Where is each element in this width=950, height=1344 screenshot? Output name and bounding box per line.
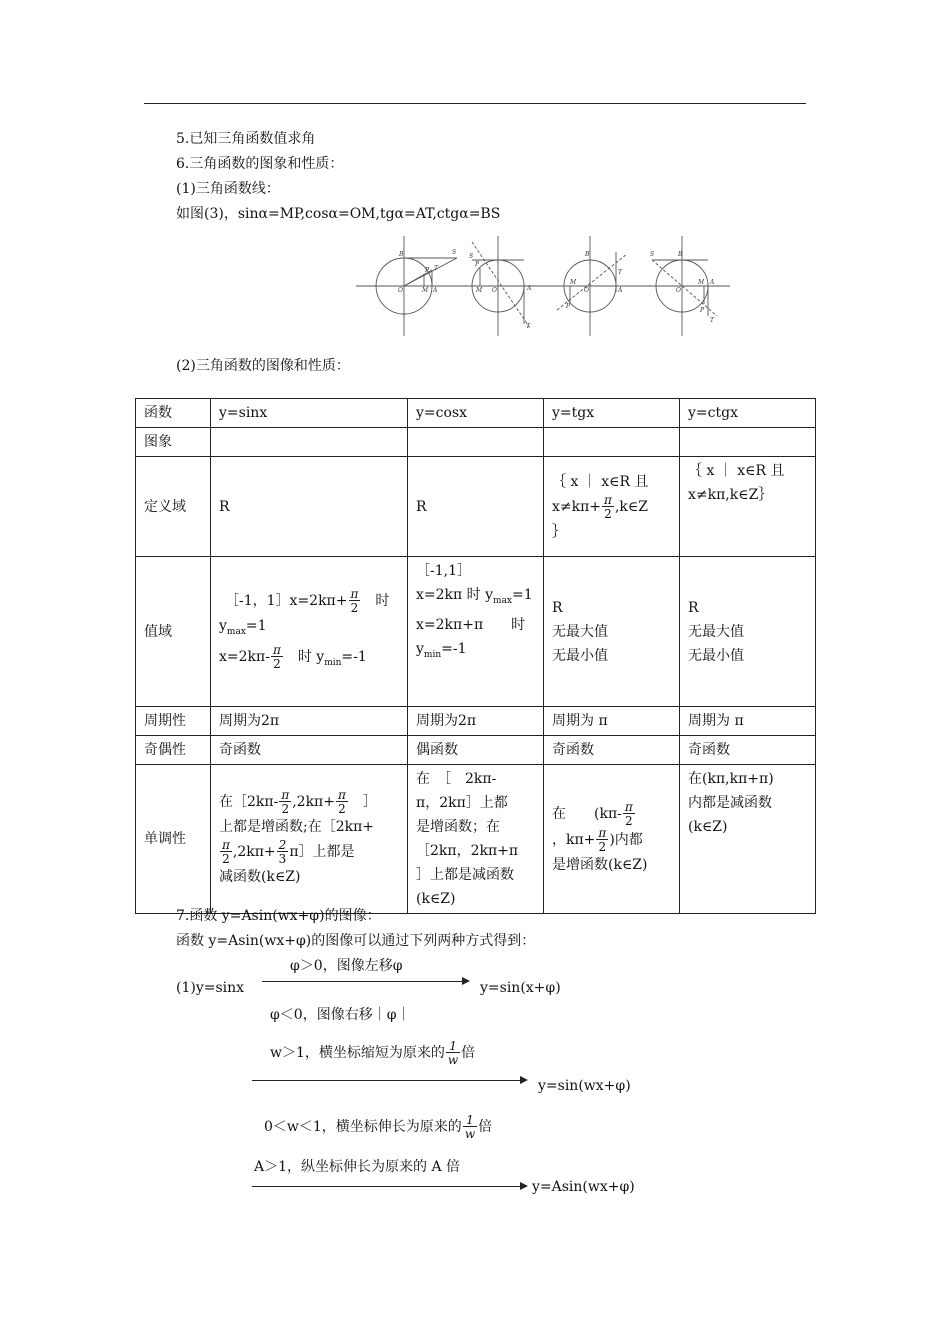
item-6-2: (2)三角函数的图像和性质： xyxy=(176,358,350,374)
header-cell: y=sinx xyxy=(211,399,408,428)
svg-text:M: M xyxy=(476,287,483,294)
svg-text:A: A xyxy=(710,279,715,286)
step2-condition-below: 0＜w＜1，横坐标伸长为原来的 $\frac{1}{w}$ 倍 xyxy=(264,1113,493,1141)
svg-text:O: O xyxy=(676,287,681,294)
svg-text:T: T xyxy=(434,265,439,272)
header-cell: y=cosx xyxy=(408,399,544,428)
step3-condition-above: A＞1，纵坐标伸长为原来的 A 倍 xyxy=(254,1159,461,1175)
svg-text:M: M xyxy=(422,287,429,294)
trig-properties-table xyxy=(135,398,816,914)
range-ctg: R 无最大值 无最小值 xyxy=(680,557,816,707)
svg-text:S: S xyxy=(469,253,474,260)
mono-sin: 在［2kπ- $\frac{\pi}{2}$ ,2kπ+ $\frac{\pi}{2}$ ］ 上都是增函数;在［2kπ+ $\frac{\pi}{2}$ ,2kπ+ $\frac{2}{3}$ π］上都是 减函数(k∈Z) xyxy=(211,765,408,914)
svg-text:A: A xyxy=(618,287,623,294)
domain-cos: R xyxy=(408,457,544,557)
row-label: 图象 xyxy=(136,428,211,457)
svg-text:P: P xyxy=(566,303,571,310)
step1-result: y=sin(x+φ) xyxy=(480,980,561,996)
mono-cos: 在 ［ 2kπ- π，2kπ］上都 是增函数；在 ［2kπ，2kπ+π ］上都是减函数 (k∈Z) xyxy=(408,765,544,914)
svg-text:O: O xyxy=(584,287,589,294)
step2-condition-above: w＞1，横坐标缩短为原来的 $\frac{1}{w}$ 倍 xyxy=(270,1039,476,1067)
header-cell: 函数 xyxy=(136,399,211,428)
domain-tg: ｛ x ｜ x∈R 且 x≠kπ+ $\frac{\pi}{2}$ ,k∈Z ｝ xyxy=(544,457,680,557)
row-label: 周期性 xyxy=(136,707,211,736)
header-cell: y=ctgx xyxy=(680,399,816,428)
step3-arrow xyxy=(252,1186,526,1187)
header-cell: y=tgx xyxy=(544,399,680,428)
svg-text:S: S xyxy=(650,251,655,258)
svg-text:T: T xyxy=(618,269,623,276)
step2-arrow xyxy=(252,1080,526,1081)
range-cos: ［-1,1］ x=2kπ 时 $y_{max}=1$ x=2kπ+π 时 $y_{min}=-1$ xyxy=(408,557,544,707)
mono-tg: 在 (kπ- $\frac{\pi}{2}$ ，kπ+ $\frac{\pi}{2}$ )内都 是增函数(k∈Z) xyxy=(544,765,680,914)
circle-4 xyxy=(636,236,730,336)
svg-text:P: P xyxy=(475,261,480,268)
table-row-range xyxy=(136,557,816,707)
step1-start: (1)y=sinx xyxy=(176,980,245,996)
row-label: 奇偶性 xyxy=(136,736,211,765)
table-row-monotonic xyxy=(136,765,816,914)
table-row-parity: 奇偶性 奇函数 偶函数 奇函数 奇函数 xyxy=(136,736,816,765)
table-row-graph xyxy=(136,428,816,457)
range-sin: ［-1，1］x=2kπ+ $\frac{\pi}{2}$ 时 $y_{max}=1$ x=2kπ- $\frac{\pi}{2}$ 时 $y_{min}=-1$ xyxy=(211,557,408,707)
section-7-title: 7.函数 y=Asin(wx+φ)的图像： xyxy=(176,908,381,924)
circle-2 xyxy=(452,236,542,336)
svg-text:B: B xyxy=(678,251,683,258)
svg-text:O: O xyxy=(398,287,403,294)
svg-text:B: B xyxy=(399,251,404,258)
svg-text:T: T xyxy=(526,323,531,330)
header-rule xyxy=(144,103,806,104)
table-header-row xyxy=(136,399,816,428)
svg-text:P: P xyxy=(425,267,430,274)
table-row-period: 周期性 周期为2π 周期为2π 周期为 π 周期为 π xyxy=(136,707,816,736)
item-6-1: (1)三角函数线： xyxy=(176,181,280,197)
range-tg: R 无最大值 无最小值 xyxy=(544,557,680,707)
circle-1 xyxy=(356,236,462,336)
mono-ctg: 在(kπ,kπ+π) 内都是减函数 (k∈Z) xyxy=(680,765,816,914)
trig-lines-figure xyxy=(352,232,732,340)
step1-condition-above: φ＞0，图像左移φ xyxy=(290,958,403,974)
row-label: 定义域 xyxy=(136,457,211,557)
svg-text:P: P xyxy=(700,307,705,314)
step3-result: y=Asin(wx+φ) xyxy=(532,1179,635,1195)
step1-arrow xyxy=(262,981,468,982)
svg-text:S: S xyxy=(452,249,457,256)
step1-condition-below: φ＜0，图像右移｜φ｜ xyxy=(270,1007,411,1023)
svg-text:B: B xyxy=(585,251,590,258)
svg-text:M: M xyxy=(698,279,705,286)
svg-text:T: T xyxy=(710,317,715,324)
table-row-domain xyxy=(136,457,816,557)
section-7-intro: 函数 y=Asin(wx+φ)的图像可以通过下列两种方式得到： xyxy=(176,933,536,949)
item-6-fig-caption: 如图(3)，sinα=MP,cosα=OM,tgα=AT,ctgα=BS xyxy=(176,206,501,222)
item-5: 5.已知三角函数值求角 xyxy=(176,131,316,147)
svg-text:O: O xyxy=(492,287,497,294)
step2-result: y=sin(wx+φ) xyxy=(538,1078,631,1094)
item-6: 6.三角函数的图象和性质： xyxy=(176,156,344,172)
svg-text:M: M xyxy=(570,279,577,286)
domain-sin: R xyxy=(211,457,408,557)
row-label: 单调性 xyxy=(136,765,211,914)
circle-3 xyxy=(542,236,637,336)
domain-ctg: ｛ x ｜ x∈R 且 x≠kπ,k∈Z｝ xyxy=(680,457,816,557)
svg-text:A: A xyxy=(527,285,532,292)
svg-text:A: A xyxy=(433,287,438,294)
row-label: 值域 xyxy=(136,557,211,707)
